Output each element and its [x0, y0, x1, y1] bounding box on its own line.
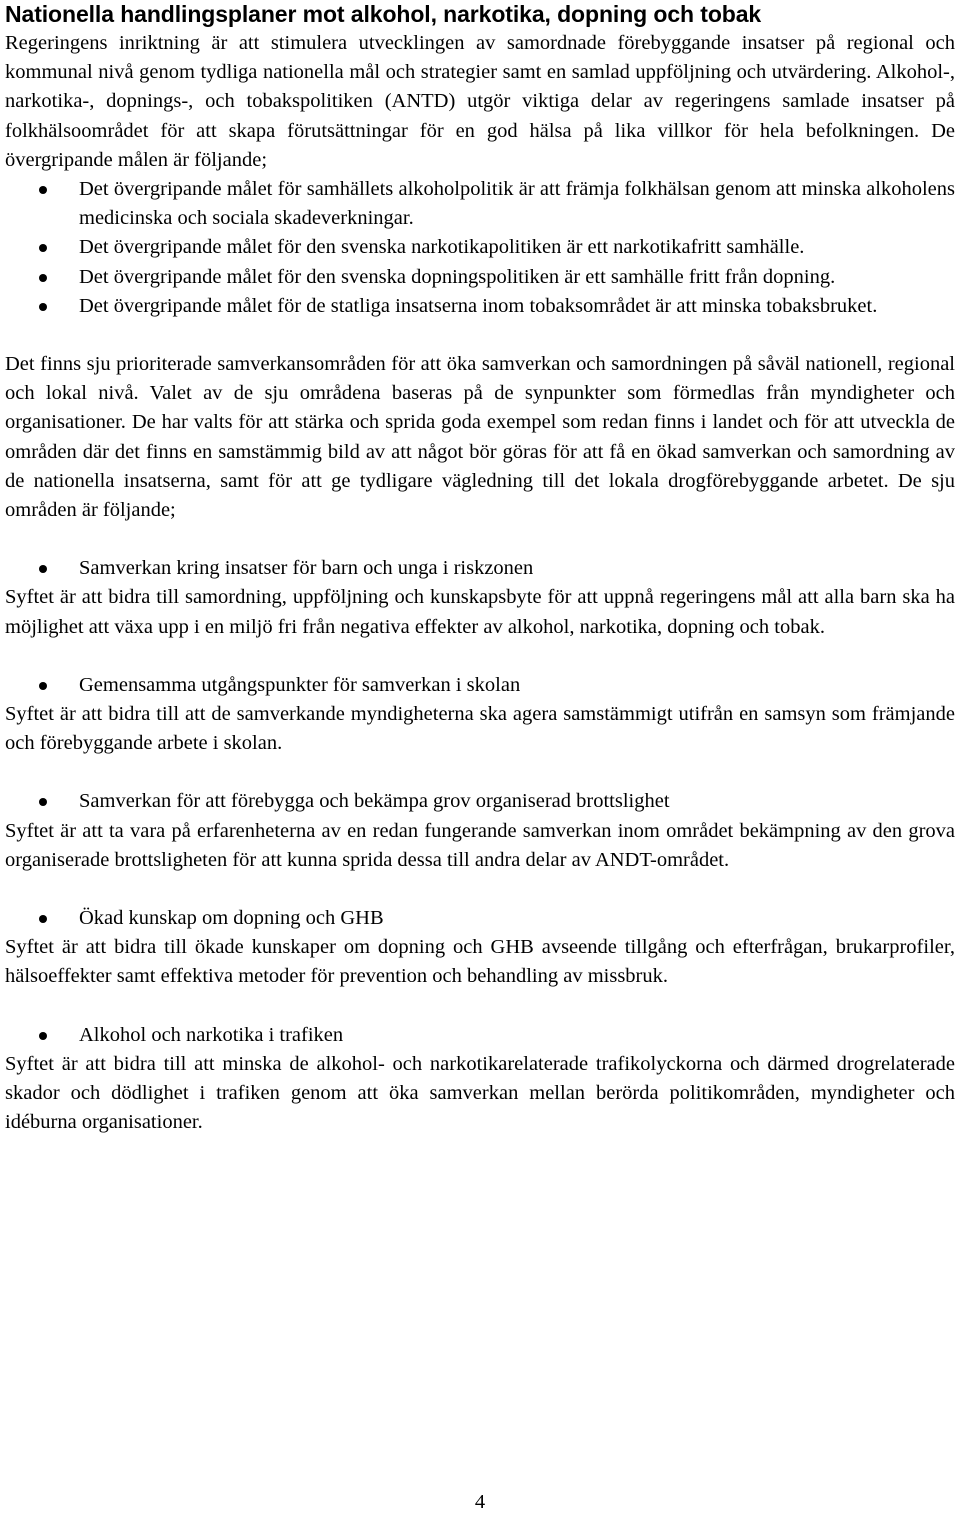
- bullet-icon: [39, 1032, 47, 1040]
- intro-paragraph: Regeringens inriktning är att stimulera utvecklingen av samordnade förebyggande insatser på regional och kommunal nivå genom tydliga nationella mål och strategier samt en samlad uppföljning och utvärdering. Alkohol-, narkotika-, dopnings-, och tobakspolitiken (ANTD) utgör viktiga delar av regeringens samlade insatser på folkhälsoområdet för att skapa förutsättningar för en god hälsa på lika villkor för hela befolkningen. De övergripande målen är följande;: [5, 32, 955, 171]
- area-description: Syftet är att bidra till att minska de alkohol- och narkotikarelaterade trafikolyckorna och därmed drogrelaterade skador och dödlighet i trafiken genom att öka samverkan mellan berörda politikområden, myndigheter och idéburna organisationer.: [5, 1052, 955, 1134]
- area-title: Gemensamma utgångspunkter för samverkan i skolan: [5, 671, 955, 700]
- goal-item: [5, 233, 955, 262]
- goal-text: Det övergripande målet för den svenska narkotikapolitiken är ett narkotikafritt samhälle.: [79, 236, 805, 259]
- bullet-icon: [39, 303, 47, 311]
- bullet-icon: [39, 682, 47, 690]
- bullet-icon: [39, 915, 47, 923]
- goal-item: [5, 263, 955, 292]
- bullet-icon: [39, 274, 47, 282]
- goal-text: Det övergripande målet för den svenska dopningspolitiken är ett samhälle fritt från dopning.: [79, 265, 836, 288]
- goals-list: [5, 175, 955, 321]
- area-title: Samverkan för att förebygga och bekämpa grov organiserad brottslighet: [5, 787, 955, 816]
- area-description: Syftet är att bidra till att de samverkande myndigheterna ska agera samstämmigt utifrån en samsyn som främjande och förebyggande arbete i skolan.: [5, 703, 955, 755]
- page-heading: Nationella handlingsplaner mot alkohol, narkotika, dopning och tobak: [5, 1, 762, 27]
- bullet-icon: [39, 186, 47, 194]
- goal-text: Det övergripande målet för de statliga insatserna inom tobaksområdet är att minska tobaksbruket.: [79, 294, 878, 317]
- bullet-icon: [39, 244, 47, 252]
- page-number: 4: [474, 1491, 486, 1513]
- area-title: Samverkan kring insatser för barn och unga i riskzonen: [5, 554, 955, 583]
- goal-text: Det övergripande målet för samhällets alkoholpolitik är att främja folkhälsan genom att minska alkoholens medicinska och sociala skadeverkningar.: [79, 178, 955, 230]
- area-section: [5, 787, 955, 875]
- area-section: [5, 904, 955, 992]
- bullet-icon: [39, 565, 47, 573]
- area-description: Syftet är att ta vara på erfarenheterna av en redan fungerande samverkan inom området bekämpning av den grova organiserade brottsligheten för att kunna sprida dessa till andra delar av ANDT-området.: [5, 819, 955, 871]
- area-section: [5, 1021, 955, 1138]
- document-page: [5, 0, 955, 1138]
- area-description: Syftet är att bidra till samordning, uppföljning och kunskapsbyte för att uppnå regeringens mål att alla barn ska ha möjlighet att växa upp i en miljö fri från negativa effekter av alkohol, narkotika, dopning och tobak.: [5, 586, 955, 638]
- area-section: [5, 671, 955, 759]
- goal-item: [5, 292, 955, 321]
- goal-item: [5, 175, 955, 233]
- area-description: Syftet är att bidra till ökade kunskaper om dopning och GHB avseende tillgång och efterfrågan, brukarprofiler, hälsoeffekter samt effektiva metoder för prevention och behandling av missbruk.: [5, 936, 955, 988]
- area-title: Ökad kunskap om dopning och GHB: [5, 904, 955, 933]
- area-section: [5, 554, 955, 642]
- areas-intro-paragraph: Det finns sju prioriterade samverkansområden för att öka samverkan och samordningen på såväl nationell, regional och lokal nivå. Valet av de sju områdena baseras på de synpunkter som förmedlas från myndigheter och organisationer. De har valts för att stärka och sprida goda exempel som redan finns i landet och för att utveckla de områden där det finns en samstämmig bild av att något bör göras för att få en ökad samverkan och samordning av de nationella insatserna, samt för att ge tydligare vägledning till det lokala drogförebyggande arbetet. De sju områden är följande;: [5, 353, 955, 522]
- area-title: Alkohol och narkotika i trafiken: [5, 1021, 955, 1050]
- bullet-icon: [39, 798, 47, 806]
